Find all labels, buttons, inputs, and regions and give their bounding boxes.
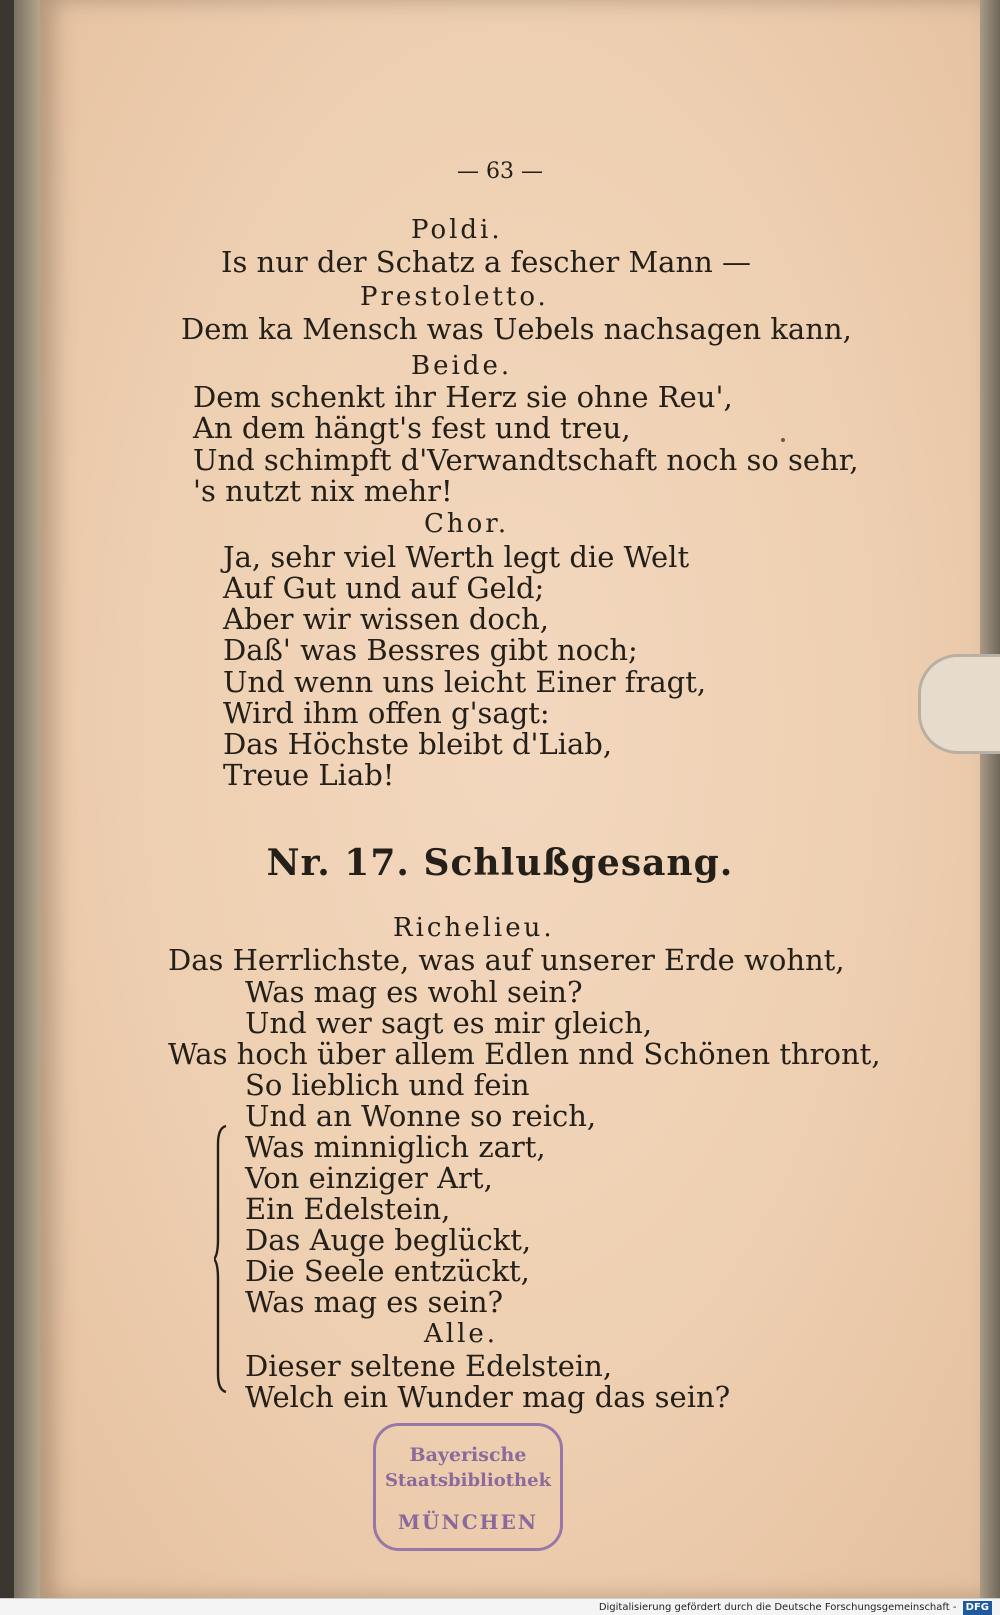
stamp-line-3: MÜNCHEN <box>397 1510 539 1534</box>
speaker-beide: Beide. <box>411 351 513 381</box>
verse-line: Welch ein Wunder mag das sein? <box>245 1380 731 1414</box>
library-stamp <box>373 1423 563 1551</box>
speaker-alle: Alle. <box>424 1319 499 1349</box>
verse-line: Die Seele entzückt, <box>245 1254 530 1288</box>
speaker-poldi: Poldi. <box>411 215 503 245</box>
verse-line: Ein Edelstein, <box>245 1192 451 1226</box>
curly-brace-icon <box>214 1124 226 1394</box>
verse-line: Und wenn uns leicht Einer fragt, <box>223 665 707 699</box>
speaker-prestoletto: Prestoletto. <box>360 282 549 312</box>
verse-line: Is nur der Schatz a fescher Mann — <box>221 245 752 279</box>
speaker-richelieu: Richelieu. <box>393 913 555 943</box>
verse-line: Treue Liab! <box>223 758 395 792</box>
stamp-line-2: Staatsbibliothek <box>384 1470 552 1491</box>
footer-credit <box>599 1599 992 1615</box>
page-number: — 63 — <box>457 159 543 184</box>
verse-line: Das Auge beglückt, <box>245 1223 532 1257</box>
section-heading: Nr. 17. Schlußgesang. <box>266 842 734 884</box>
verse-line: 's nutzt nix mehr! <box>193 474 453 508</box>
verse-line: So lieblich und fein <box>245 1068 530 1102</box>
verse-line: Ja, sehr viel Werth legt die Welt <box>223 540 690 574</box>
ink-speck <box>781 438 785 442</box>
verse-line: Dieser seltene Edelstein, <box>245 1349 613 1383</box>
book-binding-edge <box>0 0 14 1615</box>
verse-line: Auf Gut und auf Geld; <box>223 571 545 605</box>
verse-line: Und an Wonne so reich, <box>245 1099 597 1133</box>
verse-line: Aber wir wissen doch, <box>223 602 550 636</box>
verse-line: Dem ka Mensch was Uebels nachsagen kann, <box>181 312 852 346</box>
verse-line: Was mag es wohl sein? <box>245 975 583 1009</box>
verse-line: Daß' was Bessres gibt noch; <box>223 633 638 667</box>
verse-line: Und wer sagt es mir gleich, <box>245 1006 653 1040</box>
dfg-logo-icon: DFG <box>963 1601 992 1615</box>
book-binding-right <box>980 0 1000 1598</box>
verse-line: Und schimpft d'Verwandtschaft noch so sehr, <box>193 443 859 477</box>
speaker-chor: Chor. <box>424 509 510 539</box>
verse-line: Das Herrlichste, was auf unserer Erde wohnt, <box>168 943 845 977</box>
verse-line: Dem schenkt ihr Herz sie ohne Reu', <box>193 380 733 414</box>
stamp-line-1: Bayerische <box>409 1444 527 1466</box>
verse-line: An dem hängt's fest und treu, <box>193 411 631 445</box>
footer-bar <box>0 1598 1000 1615</box>
verse-line: Was hoch über allem Edlen nnd Schönen thront, <box>168 1037 881 1071</box>
verse-line: Das Höchste bleibt d'Liab, <box>223 727 613 761</box>
verse-line: Wird ihm offen g'sagt: <box>223 696 550 730</box>
footer-credit-text: Digitalisierung gefördert durch die Deutsche Forschungsgemeinschaft - <box>598 1602 957 1613</box>
verse-line: Was mag es sein? <box>245 1285 504 1319</box>
page-tab-marker <box>918 654 1000 754</box>
verse-line: Was minniglich zart, <box>245 1130 546 1164</box>
verse-line: Von einziger Art, <box>245 1161 493 1195</box>
